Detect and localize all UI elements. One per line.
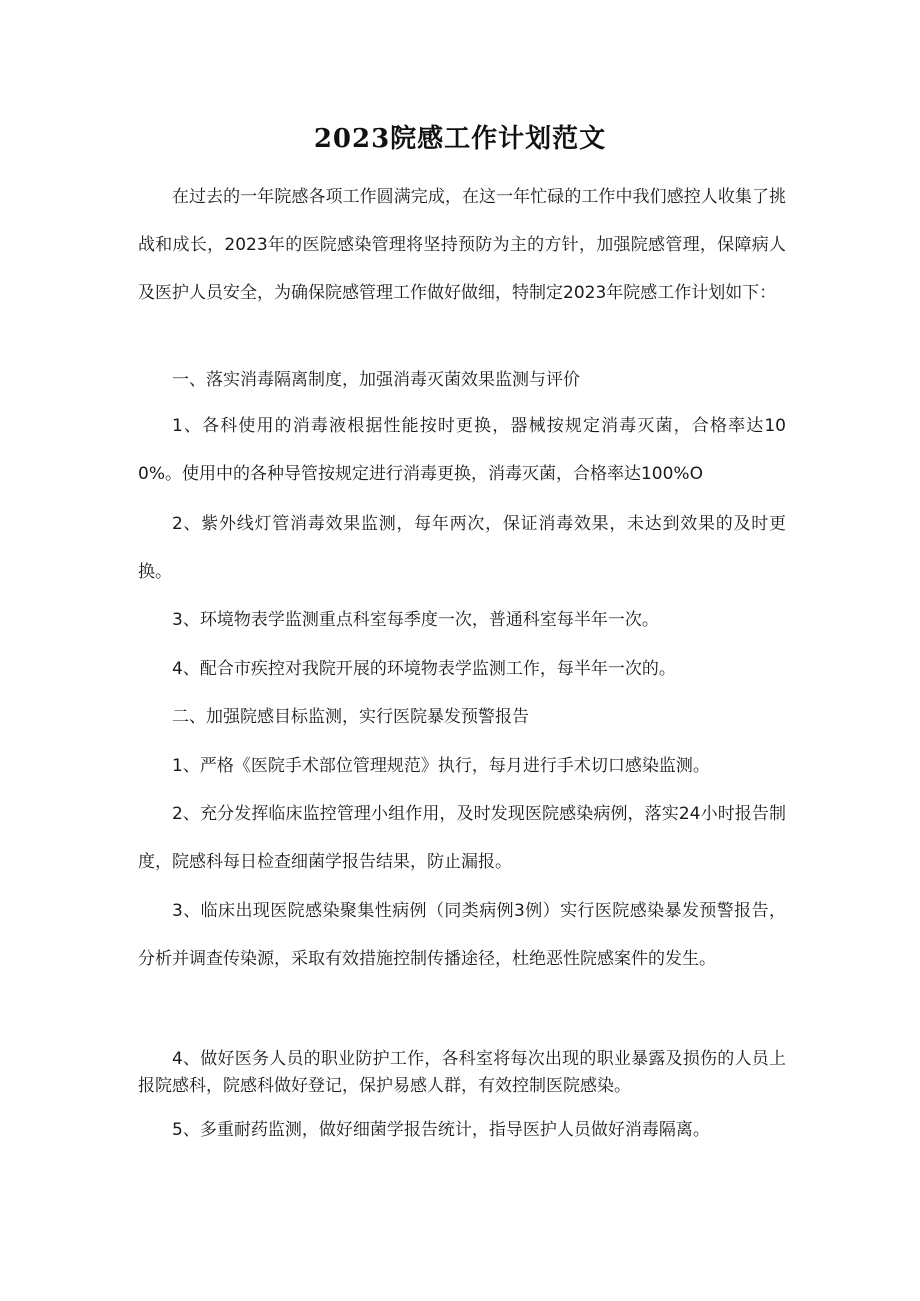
section-1-item-3: 3、环境物表学监测重点科室每季度一次，普通科室每半年一次。: [172, 610, 659, 630]
section-1-item-4: 4、配合市疾控对我院开展的环境物表学监测工作，每半年一次的。: [172, 659, 676, 679]
intro-paragraph: 在过去的一年院感各项工作圆满完成，在这一年忙碌的工作中我们感控人收集了挑战和成长，2023年的医院感染管理将坚持预防为主的方针，加强院感管理，保障病人及医护人员安全，为确保院感管理工作做好做细，特制定2023年院感工作计划如下：: [138, 187, 786, 303]
section-2-item-1: 1、严格《医院手术部位管理规范》执行，每月进行手术切口感染监测。: [172, 756, 710, 776]
section-2-item-2: 2、充分发挥临床监控管理小组作用，及时发现医院感染病例，落实24小时报告制度，院感科每日检查细菌学报告结果，防止漏报。: [138, 804, 786, 872]
section-2-item-5: 5、多重耐药监测，做好细菌学报告统计，指导医护人员做好消毒隔离。: [172, 1120, 710, 1140]
section-2-heading: 二、加强院感目标监测，实行医院暴发预警报告: [172, 707, 529, 727]
section-2-item-3: 3、临床出现医院感染聚集性病例（同类病例3例）实行医院感染暴发预警报告，分析并调查传染源，采取有效措施控制传播途径，杜绝恶性院感案件的发生。: [138, 901, 786, 969]
section-1-item-2: 2、紫外线灯管消毒效果监测，每年两次，保证消毒效果，未达到效果的及时更换。: [138, 514, 786, 582]
section-1-item-1: 1、各科使用的消毒液根据性能按时更换，器械按规定消毒灭菌，合格率达100%。使用中的各种导管按规定进行消毒更换，消毒灭菌，合格率达100%O: [138, 416, 786, 484]
document-title: 2023院感工作计划范文: [313, 124, 607, 154]
section-2-item-4: 4、做好医务人员的职业防护工作，各科室将每次出现的职业暴露及损伤的人员上报院感科，院感科做好登记，保护易感人群，有效控制医院感染。: [138, 1049, 786, 1096]
section-1-heading: 一、落实消毒隔离制度，加强消毒灭菌效果监测与评价: [172, 370, 580, 390]
